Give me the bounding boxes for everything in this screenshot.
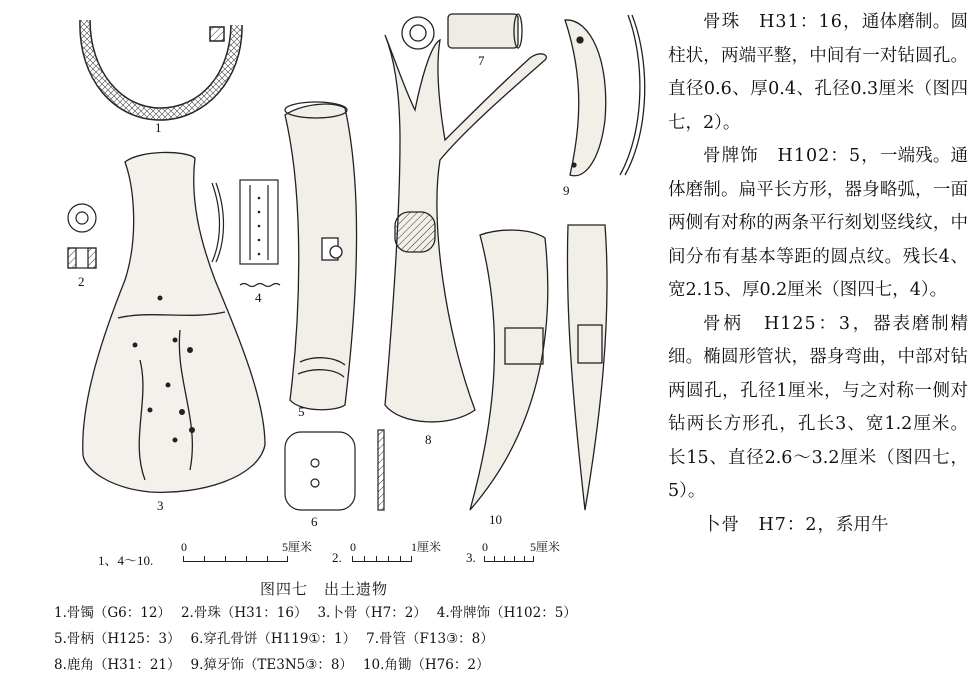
paragraph-bone-handle [668, 308, 968, 509]
figure-number-4: 4 [255, 290, 262, 305]
figure-caption-list [54, 600, 644, 678]
caption-item: 6.穿孔骨饼（H119①：1） [190, 631, 357, 647]
caption-item: 3.卜骨（H7：2） [317, 605, 427, 621]
figure-number-8: 8 [425, 432, 432, 447]
bone-plaque-drawing [212, 180, 280, 287]
figure-number-2: 2 [78, 274, 85, 289]
body-text-column [668, 6, 968, 542]
figure-number-1: 1 [155, 120, 162, 135]
entry-body: 通体磨制。圆柱状，两端平整，中间有一对钻圆孔。直径0.6、厚0.4、孔径0.3厘米（图四七，2）。 [668, 12, 968, 133]
figure-47: 1 2 3 4 5 6 7 8 9 10 1、4～10. 0 5厘米 2. 0 1厘米 3. 0 5厘米 [0, 0, 650, 575]
perforated-bone-disk-drawing [285, 430, 384, 510]
entry-body: 一端残。通体磨制。扁平长方形，器身略弧，一面两侧有对称的两条平行刻划竖线纹，中间分布有基本等距的圆点纹。残长4、宽2.15、厚0.2厘米（图四七，4）。 [668, 146, 968, 300]
paragraph-oracle-bone [668, 509, 968, 543]
figure-number-5: 5 [298, 404, 305, 419]
entry-heading: 卜骨 H7：2， [703, 514, 837, 535]
caption-item: 10.角锄（H76：2） [362, 657, 490, 673]
caption-item: 4.骨牌饰（H102：5） [436, 605, 577, 621]
caption-item: 1.骨镯（G6：12） [54, 605, 171, 621]
figure-number-6: 6 [311, 514, 318, 529]
caption-item: 8.鹿角（H31：21） [54, 657, 181, 673]
caption-item: 7.骨管（F13③：8） [366, 631, 494, 647]
entry-body: 系用牛 [836, 514, 889, 535]
oracle-bone-drawing [83, 152, 265, 492]
entry-heading: 骨柄 H125：3， [703, 313, 874, 334]
bone-bracelet-drawing [80, 20, 242, 120]
paragraph-bone-bead [668, 6, 968, 140]
entry-body: 器表磨制精细。椭圆形管状，器身弯曲，中部对钻两圆孔，孔径1厘米，与之对称一侧对钻两长方形孔，孔长3、宽1.2厘米。长15、直径2.6～3.2厘米（图四七，5）。 [668, 313, 968, 501]
paragraph-bone-plaque [668, 140, 968, 308]
caption-item: 2.骨珠（H31：16） [180, 605, 308, 621]
tooth-ornament-drawing [565, 15, 645, 176]
antler-hoe-drawing [470, 225, 607, 510]
entry-heading: 骨珠 H31：16， [703, 12, 862, 32]
bone-tube-drawing [402, 14, 522, 49]
entry-heading: 骨牌饰 H102：5， [703, 146, 880, 166]
bone-handle-drawing [285, 102, 357, 410]
bone-bead-drawing [68, 204, 96, 268]
figure-number-9: 9 [563, 183, 570, 198]
caption-item: 5.骨柄（H125：3） [54, 631, 181, 647]
figure-number-3: 3 [157, 498, 164, 513]
figure-caption-title: 图四七 出土遗物 [260, 580, 389, 598]
caption-item: 9.獐牙饰（TE3N5③：8） [190, 657, 353, 673]
figure-number-7: 7 [478, 53, 485, 68]
figure-number-10: 10 [489, 512, 502, 527]
